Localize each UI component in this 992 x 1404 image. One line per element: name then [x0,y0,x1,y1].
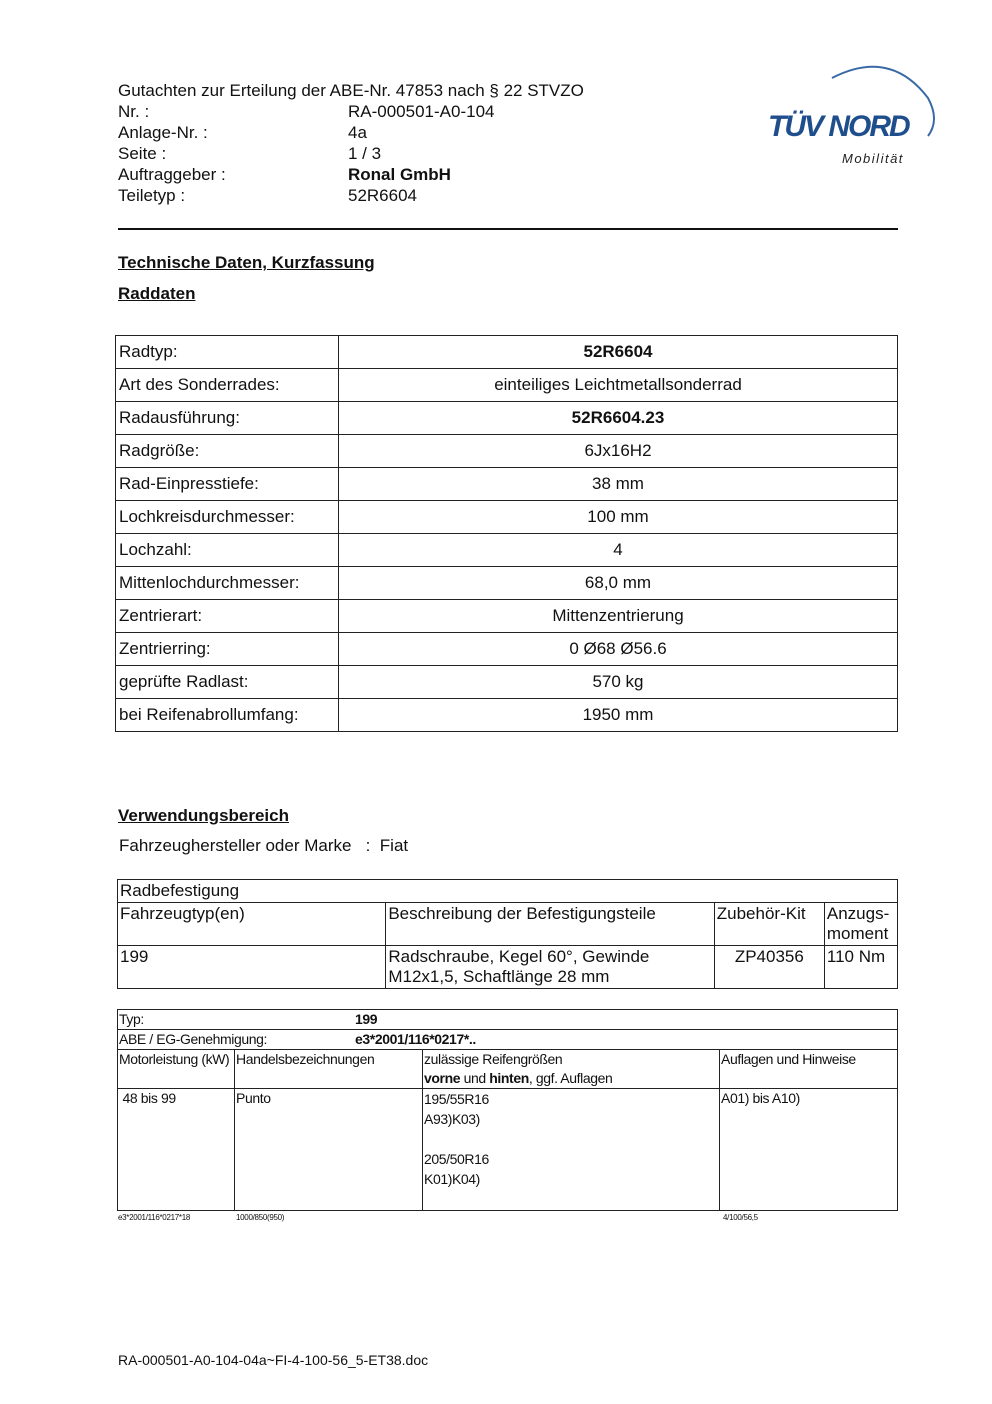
raddaten-label: bei Reifenabrollumfang: [116,699,339,732]
raddaten-row [116,369,898,402]
col-header-auflagen: Auflagen und Hinweise [720,1050,898,1089]
col-header-zubehoer: Zubehör-Kit [714,903,824,946]
cell-beschreibung: Radschraube, Kegel 60°, Gewinde M12x1,5, Schaftlänge 28 mm [386,946,714,989]
tire-line: 205/50R16 [424,1151,489,1167]
header-value: 52R6604 [348,186,418,205]
cell-auflagen: A01) bis A10) [720,1089,898,1211]
reifen-rest: , ggf. Auflagen [528,1070,613,1086]
raddaten-row [116,699,898,732]
reifen-header-line2 [424,1069,718,1088]
tire-line: K01)K04) [424,1171,480,1187]
raddaten-label: Art des Sonderrades: [116,369,339,402]
header-label: Nr. : [118,102,150,121]
abe-row [118,1030,898,1050]
raddaten-value: 6Jx16H2 [339,435,898,468]
raddaten-row [116,501,898,534]
reifen-front-label: vorne [424,1070,461,1086]
raddaten-value: 1950 mm [339,699,898,732]
tire-line-blank [424,1129,718,1149]
col-header-beschreibung: Beschreibung der Befestigungsteile [386,903,714,946]
typ-table [117,1009,898,1211]
raddaten-value: 0 Ø68 Ø56.6 [339,633,898,666]
col-header-handelsbezeichnungen: Handelsbezeichnungen [235,1050,423,1089]
raddaten-row [116,534,898,567]
raddaten-row [116,633,898,666]
tuv-nord-logo: TÜV NORD [768,110,909,143]
raddaten-value: 52R6604.23 [339,402,898,435]
header-label: Teiletyp : [118,186,186,205]
raddaten-value: 68,0 mm [339,567,898,600]
cell-zubehoer: ZP40356 [714,946,824,989]
cell-fahrzeugtyp: 199 [118,946,386,989]
raddaten-value: 52R6604 [339,336,898,369]
raddaten-label: Mittenlochdurchmesser: [116,567,339,600]
typ-foot-approval: e3*2001/116*0217*18 [118,1213,191,1222]
col-header-motorleistung: Motorleistung (kW) [118,1050,235,1089]
raddaten-value: 100 mm [339,501,898,534]
raddaten-label: Rad-Einpresstiefe: [116,468,339,501]
report-title: Gutachten zur Erteilung der ABE-Nr. 47853 nach § 22 STVZO [118,81,584,100]
raddaten-value: 4 [339,534,898,567]
raddaten-row [116,666,898,699]
tire-line: 195/55R16 [424,1091,489,1107]
header-label: Auftraggeber : [118,165,226,184]
typ-label: Typ: [119,1011,144,1027]
header-divider [118,228,898,230]
header-label: Anlage-Nr. : [118,123,208,142]
radbefestigung-title: Radbefestigung [118,880,898,903]
raddaten-row [116,402,898,435]
raddaten-label: Radtyp: [116,336,339,369]
cell-handelsbezeichnung: Punto [235,1089,423,1211]
section-verwendungsbereich: Verwendungsbereich [118,806,289,825]
raddaten-label: Lochzahl: [116,534,339,567]
raddaten-label: Radgröße: [116,435,339,468]
header-label: Seite : [118,144,167,163]
raddaten-value: 38 mm [339,468,898,501]
col-header-reifengroessen [423,1050,720,1089]
raddaten-row [116,435,898,468]
raddaten-label: Radausführung: [116,402,339,435]
raddaten-label: Zentrierart: [116,600,339,633]
header-value: 1 / 3 [348,144,382,163]
manufacturer-line: Fahrzeughersteller oder Marke : Fiat [119,836,409,855]
col-header-anzugsmoment: Anzugs-moment [824,903,897,946]
tire-line: A93)K03) [424,1111,480,1127]
section-raddaten: Raddaten [118,284,196,303]
raddaten-label: Zentrierring: [116,633,339,666]
reifen-und: und [460,1070,490,1086]
typ-foot-bolt: 4/100/56,5 [723,1213,758,1222]
header-value: Ronal GmbH [348,165,451,184]
raddaten-row [116,600,898,633]
document-filename: RA-000501-A0-104-04a~FI-4-100-56_5-ET38.doc [118,1352,429,1368]
raddaten-value: Mittenzentrierung [339,600,898,633]
raddaten-row [116,468,898,501]
raddaten-label: Lochkreisdurchmesser: [116,501,339,534]
raddaten-value: 570 kg [339,666,898,699]
typ-foot-load: 1000/850(950) [236,1213,285,1222]
logo-subtitle: Mobilität [842,151,904,166]
radbefestigung-table [117,879,898,989]
abe-label: ABE / EG-Genehmigung: [119,1031,268,1047]
abe-value: e3*2001/116*0217*.. [355,1031,476,1047]
typ-value: 199 [355,1011,378,1027]
section-technische-daten: Technische Daten, Kurzfassung [118,253,375,272]
raddaten-row [116,567,898,600]
raddaten-value: einteiliges Leichtmetallsonderrad [339,369,898,402]
cell-motorleistung: 48 bis 99 [118,1089,235,1211]
reifen-rear-label: hinten [489,1070,529,1086]
raddaten-table [115,335,898,732]
header-value: RA-000501-A0-104 [348,102,495,121]
reifen-header-line1: zulässige Reifengrößen [424,1051,563,1067]
raddaten-label: geprüfte Radlast: [116,666,339,699]
header-value: 4a [348,123,367,142]
col-header-fahrzeugtyp: Fahrzeugtyp(en) [118,903,386,946]
raddaten-row [116,336,898,369]
cell-anzugsmoment: 110 Nm [824,946,897,989]
typ-row [118,1010,898,1030]
cell-reifengroessen [423,1089,720,1211]
